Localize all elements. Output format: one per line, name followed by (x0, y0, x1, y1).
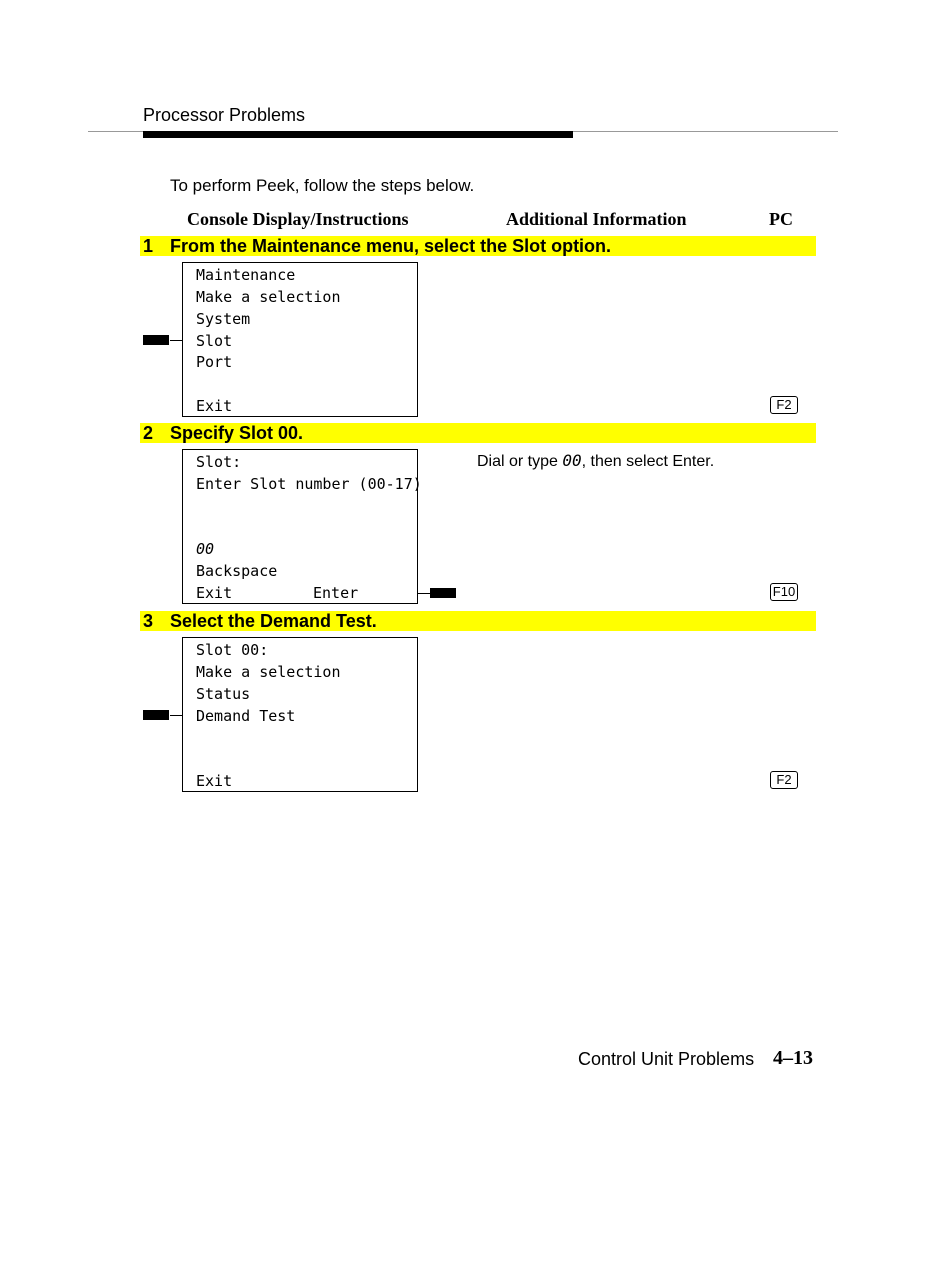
additional-info-text (477, 451, 714, 471)
screen-option-slot[interactable]: Slot (196, 332, 233, 350)
console-screen-slot-menu (182, 637, 418, 792)
column-heading-console: Console Display/Instructions (187, 209, 409, 229)
screen-option-exit[interactable]: Exit (196, 397, 233, 415)
step-number: 3 (143, 611, 154, 631)
screen-option-enter[interactable]: Enter (313, 584, 359, 602)
screen-option-exit[interactable]: Exit (196, 584, 233, 602)
step-2-bar (140, 423, 816, 443)
pc-function-key-icon: F2 (770, 396, 798, 414)
info-value: 00 (562, 451, 582, 470)
header-rule-bold (143, 131, 573, 138)
screen-option-exit[interactable]: Exit (196, 772, 233, 790)
step-instruction: Select the Demand Test. (170, 611, 377, 631)
console-screen-maintenance (182, 262, 418, 417)
pc-function-key-icon: F10 (770, 583, 798, 601)
footer-page-number: 4–13 (773, 1047, 813, 1069)
step-1-bar (140, 236, 816, 256)
screen-option-status[interactable]: Status (196, 685, 251, 703)
pc-function-key-icon: F2 (770, 771, 798, 789)
screen-line: Maintenance (196, 266, 296, 284)
step-number: 2 (143, 423, 154, 443)
selection-pointer-icon (143, 710, 182, 720)
selection-pointer-icon (418, 588, 458, 598)
screen-option-demand-test[interactable]: Demand Test (196, 707, 296, 725)
screen-line: Slot 00: (196, 641, 269, 659)
screen-line: Slot: (196, 453, 242, 471)
step-instruction: Specify Slot 00. (170, 423, 304, 443)
screen-line: Make a selection (196, 288, 341, 306)
page-header-title: Processor Problems (143, 105, 306, 125)
selection-pointer-icon (143, 335, 182, 345)
column-heading-additional: Additional Information (506, 209, 687, 229)
step-3-bar (140, 611, 816, 631)
intro-text: To perform Peek, follow the steps below. (170, 176, 475, 195)
console-screen-slot-entry (182, 449, 422, 604)
screen-option-system[interactable]: System (196, 310, 251, 328)
info-prefix: Dial or type (477, 453, 563, 470)
screen-entry-value[interactable]: 00 (196, 540, 215, 558)
screen-option-port[interactable]: Port (196, 353, 233, 371)
screen-option-backspace[interactable]: Backspace (196, 562, 278, 580)
screen-line: Make a selection (196, 663, 341, 681)
footer-section-title: Control Unit Problems (578, 1049, 755, 1069)
step-instruction: From the Maintenance menu, select the Slot option. (170, 236, 612, 256)
step-number: 1 (143, 236, 154, 256)
screen-line: Enter Slot number (00-17) (196, 475, 422, 493)
info-suffix: , then select Enter. (581, 453, 715, 470)
column-heading-pc: PC (769, 209, 793, 229)
